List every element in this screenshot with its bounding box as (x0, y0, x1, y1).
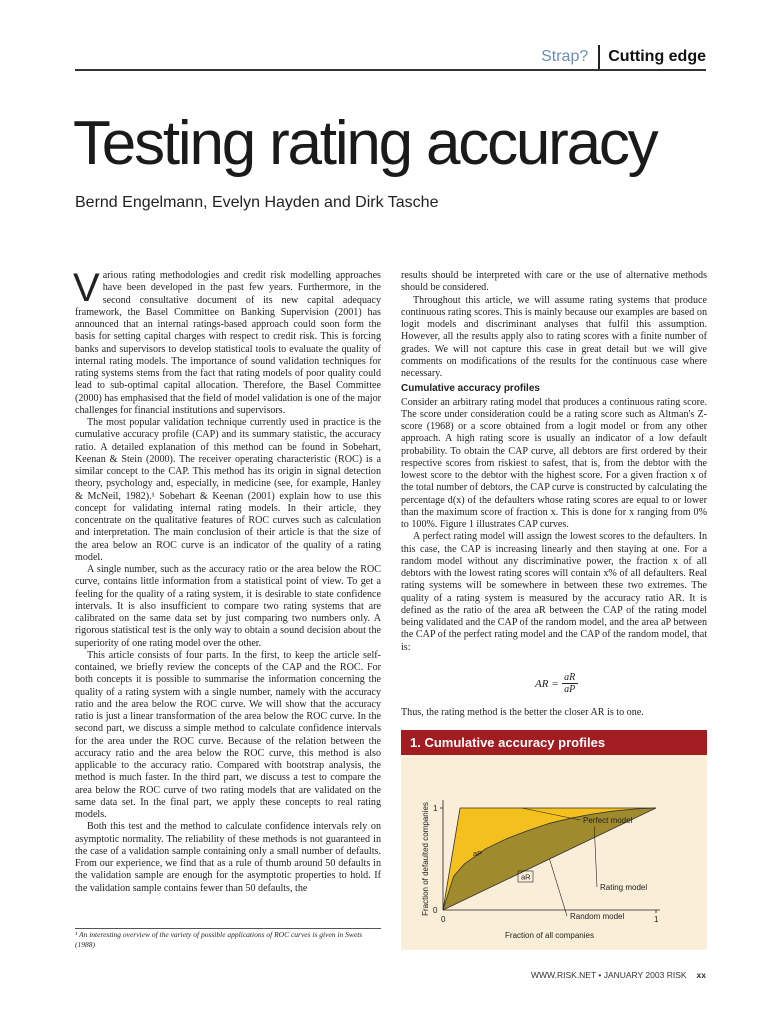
figure-1 (401, 730, 707, 950)
random-model-label-leader (550, 859, 568, 916)
paragraph: The most popular validation technique currently used in practice is the cumulative accuracy profile (CAP) and its summary statistic, the accuracy ratio. A detailed explanation of this method can be found in Sobehart, Keenan & Stein (2000). The receiver operating characteristic (ROC) is a similar concept to the CAP. This method has its origin in signal detection theory, psychology and, especially, in medicine (see, for example, Hanley & McNeil, 1982).¹ Sobehart & Keenan (2001) explain how to use this concept for validating internal rating models. In their article, they concentrate on the qualitative features of ROC curves such as calculation and interpretation. The main conclusion of their article is that the size of the area below an ROC curve is an indicator of the quality of a rating model. (75, 417, 381, 563)
strap-divider (598, 45, 600, 69)
area-label-ar: aR (521, 872, 531, 882)
paragraph: A single number, such as the accuracy ratio or the area below the ROC curve, contains little information from a statistical point of view. To get a feeling for the quality of a rating system, it is desirable to state confidence intervals. It is also insufficient to compare two rating systems that are calibrated on the same data set by just comparing two numbers only. A rigorous statistical test is the only way to obtain a sound decision about the superiority of one rating model over the other. (75, 564, 381, 649)
paragraph: Thus, the rating method is the better the closer AR is to one. (401, 707, 644, 718)
area-label-ap: aP (473, 849, 483, 858)
formula-lhs: AR = (535, 677, 559, 690)
drop-cap: V (73, 266, 100, 310)
section-label: Cutting edge (608, 48, 706, 65)
x-tick-label: 0 (441, 915, 446, 924)
top-rule (75, 69, 706, 71)
paragraph: A perfect rating model will assign the lowest scores to the defaulters. In this case, the CAP is increasing linearly and then staying at one. For a random model without any discriminative power, the fraction x of all debtors with the lowest rating scores will contain x% of all defaulters. Real rating systems will be somewhere in between these two extremes. The quality of a rating system is measured by the accuracy ratio AR. It is defined as the ratio of the area aR between the CAP of the rating model being validated and the CAP of the random model, and the area aP between the CAP of the perfect rating model and the CAP of the random model, that is: (401, 531, 707, 653)
y-tick-label: 0 (433, 906, 438, 915)
formula-numerator: aR (564, 672, 576, 683)
column-right (401, 270, 707, 654)
y-axis-label: Fraction of defaulted companies (421, 802, 430, 916)
accuracy-ratio-formula (535, 672, 578, 695)
x-axis-label: Fraction of all companies (505, 931, 594, 940)
perfect-model-label: Perfect model (583, 816, 633, 825)
formula-fraction (562, 672, 578, 695)
article-authors: Bernd Engelmann, Evelyn Hayden and Dirk Tasche (75, 194, 439, 211)
paragraph: This article consists of four parts. In the first, to keep the article self-contained, we briefly review the concepts of the CAP and the ROC. For both concepts it is possible to summarise the information concerning the quality of a rating system with a single number, namely with the accuracy ratio and the area below the ROC curve. We will show that the accuracy ratio is just a linear transformation of the area below the ROC curve. In the second part, we discuss a simple method to calculate confidence intervals for the area under the ROC curve. Because of the relation between the accuracy ratio and the area below the ROC curve, this method is also applicable to the accuracy ratio. Compared with bootstrap analysis, the method is much faster. In the third part, we discuss a test to compare the area below the ROC curve of two rating models that are validated on the same data set. In the final part, we apply these concepts to real rating models. (75, 649, 381, 820)
article-title: Testing rating accuracy (73, 109, 657, 178)
column-left (73, 266, 381, 895)
formula-denominator: aP (564, 684, 576, 695)
paragraph: Various rating methodologies and credit risk modelling approaches have been developed in the past few years. Furthermore, in the second consultative document of its new capital adequacy framework, the Basel Committee on Banking Supervision (2001) has announced that an internal ratings-based approach could soon form the basis for setting capital charges with respect to credit risk. This is forcing banks and supervisors to develop statistical tools to evaluate the quality of internal rating models. The importance of sound validation techniques for rating systems stems from the fact that rating models of poor quality could lead to sub-optimal capital allocation. Therefore, the Basel Committee (2000) has emphasised that the field of model validation is one of the major challenges for financial institutions and supervisors. (73, 266, 381, 416)
y-tick-label: 1 (433, 804, 438, 813)
cap-chart (401, 755, 707, 950)
page-number: xx (696, 970, 706, 980)
figure-title: 1. Cumulative accuracy profiles (401, 730, 707, 755)
x-tick-label: 1 (654, 915, 659, 924)
paragraph: Both this test and the method to calculate confidence intervals rely on asymptotic normality. The reliability of these methods is not guaranteed in the case of a validation sample containing only a small number of defaults. From our experience, we find that as a rule of thumb around 50 defaults in the validation sample are enough for the asymptotic properties to hold. If the validation sample contains fewer than 50 defaults, the (75, 821, 381, 894)
paragraph: results should be interpreted with care or the use of alternative methods should be considered. (401, 270, 707, 294)
random-model-label: Random model (570, 912, 625, 921)
footer-text: WWW.RISK.NET • JANUARY 2003 RISK (530, 970, 687, 980)
paragraph: Throughout this article, we will assume rating systems that produce continuous rating scores. This is mainly because our examples are based on logit models and discriminant analyses that fulfil this assumption. However, all the results apply also to rating scores with a finite number of grades. We will not capture this case in great detail but we will give comments on modifications of the results for the continuous case where necessary. (401, 294, 707, 379)
page-footer (531, 970, 706, 980)
rating-model-label: Rating model (600, 883, 648, 892)
footnote: ¹ An interesting overview of the variety of possible applications of ROC curves is given in Swets (1988) (75, 928, 381, 950)
header-strap (541, 45, 706, 69)
strap-label: Strap? (541, 48, 589, 65)
section-heading: Cumulative accuracy profiles (401, 383, 540, 395)
paragraph: Consider an arbitrary rating model that produces a continuous rating score. The score under consideration could be a rating score such as Altman's Z-score (1968) or a score obtained from a logit model or from any other approach. A high rating score is usually an indicator of a low default probability. To obtain the CAP curve, all debtors are first ordered by their respective scores from riskiest to safest, that is, from the debtor with the lowest score to the debtor with the highest score. For a given fraction x of the total number of debtors, the CAP curve is constructed by calculating the percentage d(x) of the defaulters whose rating scores are equal to or lower than the maximum score of fraction x. This is done for x ranging from 0% to 100%. Figure 1 illustrates CAP curves. (401, 396, 708, 530)
